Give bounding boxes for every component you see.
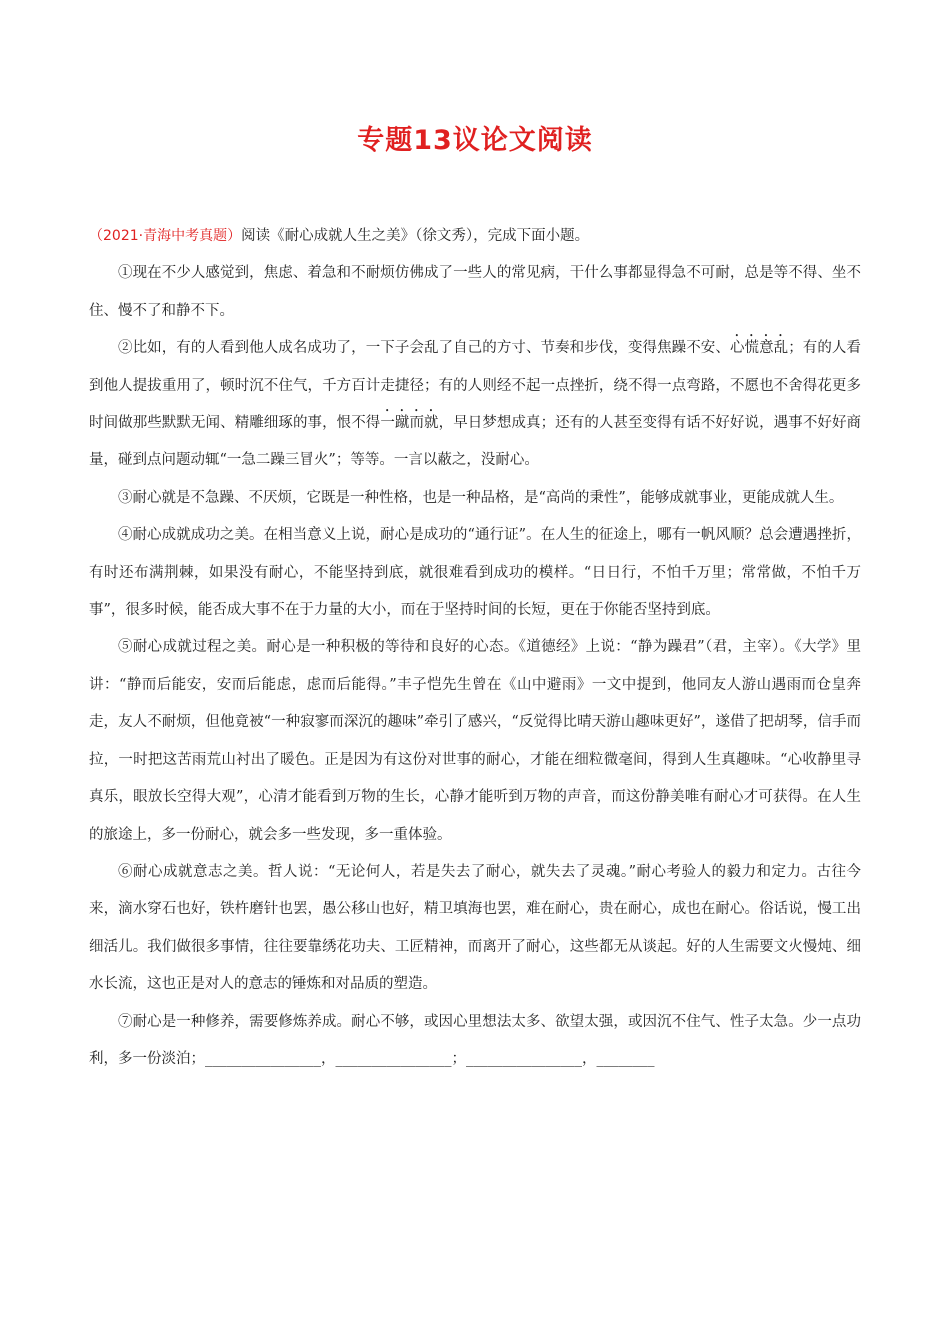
paragraph-2-part-b: ；有的人看到他人提拔重用了，顿时沉不住气，千方百计走捷径；有的人则经不起一点挫折，绕不得一点弯路，不愿也不舍得花更多时间做那些默默无闻、精雕细琢的事，恨不得 <box>89 340 861 432</box>
paragraph-2 <box>89 330 861 480</box>
article-body <box>89 218 861 1078</box>
paragraph-3: ③耐心就是不急躁、不厌烦，它既是一种性格，也是一种品格，是“高尚的秉性”，能够成就事业，更能成就人生。 <box>118 489 844 506</box>
paragraph-7: ⑦耐心是一种修养，需要修炼养成。耐心不够，或因心里想法太多、欲望太强，或因沉不住气、性子太急。少一点功利，多一份淡泊；________________，________________；________________，________ <box>89 1013 861 1067</box>
question-intro <box>89 218 861 255</box>
page-title: 专题13议论文阅读 <box>357 125 593 156</box>
emphasis-word-2: 一蹴而就 <box>380 415 439 432</box>
emphasis-word-1: 心慌意乱 <box>729 340 789 357</box>
intro-text: 阅读《耐心成就人生之美》（徐文秀），完成下面小题。 <box>241 228 590 244</box>
paragraph-2-part-c: ，早日梦想成真；还有的人甚至变得有话不好好说，遇事不好好商量，碰到点问题动辄“一急二躁三冒火”；等等。一言以蔽之，没耐心。 <box>89 415 862 469</box>
paragraph-4: ④耐心成就成功之美。在相当意义上说，耐心是成功的“通行证”。在人生的征途上，哪有一帆风顺？总会遭遇挫折，有时还布满荆棘，如果没有耐心，不能坚持到底，就很难看到成功的模样。“日日行，不怕千万里；常常做，不怕千万事”，很多时候，能否成大事不在于力量的大小，而在于坚持时间的长短，更在于你能否坚持到底。 <box>89 527 861 619</box>
paragraph-1: ①现在不少人感觉到，焦虑、着急和不耐烦仿佛成了一些人的常见病，干什么事都显得急不可耐，总是等不得、坐不住、慢不了和静不下。 <box>89 265 861 319</box>
paragraph-5: ⑤耐心成就过程之美。耐心是一种积极的等待和良好的心态。《道德经》上说：“静为躁君”（君，主宰）。《大学》里讲：“静而后能安，安而后能虑，虑而后能得。”丰子恺先生曾在《山中避雨》一文中提到，他同友人游山遇雨而仓皇奔走，友人不耐烦，但他竟被“一种寂寥而深沉的趣味”牵引了感兴，“反觉得比晴天游山趣味更好”，遂借了把胡琴，信手而拉，一时把这苦雨荒山衬出了暖色。正是因为有这份对世事的耐心，才能在细粒微毫间，得到人生真趣味。“心收静里寻真乐，眼放长空得大观”，心清才能看到万物的生长，心静才能听到万物的声音，而这份静美唯有耐心才可获得。在人生的旅途上，多一份耐心，就会多一些发现，多一重体验。 <box>89 639 861 843</box>
source-tag: （2021·青海中考真题） <box>89 228 242 244</box>
paragraph-2-part-a: ②比如，有的人看到他人成名成功了，一下子会乱了自己的方寸、节奏和步伐，变得焦躁不安、 <box>118 340 730 357</box>
paragraph-6: ⑥耐心成就意志之美。哲人说：“无论何人，若是失去了耐心，就失去了灵魂。”耐心考验人的毅力和定力。古往今来，滴水穿石也好，铁杵磨针也罢，愚公移山也好，精卫填海也罢，难在耐心，贵在耐心，成也在耐心。俗话说，慢工出细活儿。我们做很多事情，往往要靠绣花功夫、工匠精神，而离开了耐心，这些都无从谈起。好的人生需要文火慢炖、细水长流，这也正是对人的意志的锤炼和对品质的塑造。 <box>89 863 861 993</box>
